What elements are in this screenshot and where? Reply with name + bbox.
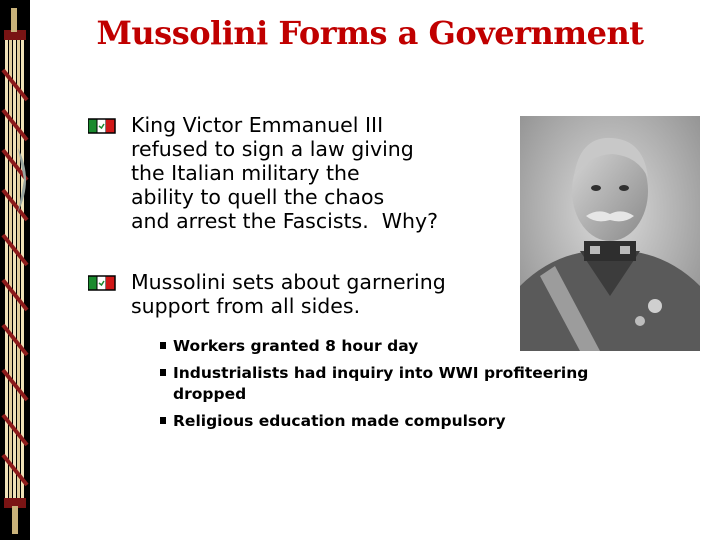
bullet-line: refused to sign a law giving xyxy=(131,137,414,161)
square-bullet-icon xyxy=(160,369,166,376)
bullet-line: and arrest the Fascists. Why? xyxy=(131,209,439,233)
bullet-line: King Victor Emmanuel III xyxy=(131,113,384,137)
bullet-line: support from all sides. xyxy=(131,294,361,318)
sub-bullet-workers xyxy=(160,336,588,357)
sub-bullet-line: Workers granted 8 hour day xyxy=(173,337,419,355)
sub-bullet-list xyxy=(160,336,588,432)
bullet-text-mussolini-support xyxy=(131,270,446,318)
sub-bullet-industrialists xyxy=(160,363,588,405)
fasces-decoration xyxy=(0,0,30,540)
bullet-line: Mussolini sets about garnering xyxy=(131,270,446,294)
sub-bullet-line: Industrialists had inquiry into WWI profiteering xyxy=(173,364,589,382)
sub-bullet-religious-education xyxy=(160,411,588,432)
bullet-line: the Italian military the xyxy=(131,161,360,185)
square-bullet-icon xyxy=(160,417,166,424)
slide-title: Mussolini Forms a Government xyxy=(96,14,644,52)
square-bullet-icon xyxy=(160,342,166,349)
italian-flag-bullet-icon xyxy=(88,274,116,292)
bullet-line: ability to quell the chaos xyxy=(131,185,385,209)
italian-flag-bullet-icon xyxy=(88,117,116,135)
sub-bullet-line: dropped xyxy=(173,385,247,403)
king-portrait-photo xyxy=(520,116,700,351)
bullet-text-king-refused xyxy=(131,113,438,233)
sub-bullet-line: Religious education made compulsory xyxy=(173,412,506,430)
